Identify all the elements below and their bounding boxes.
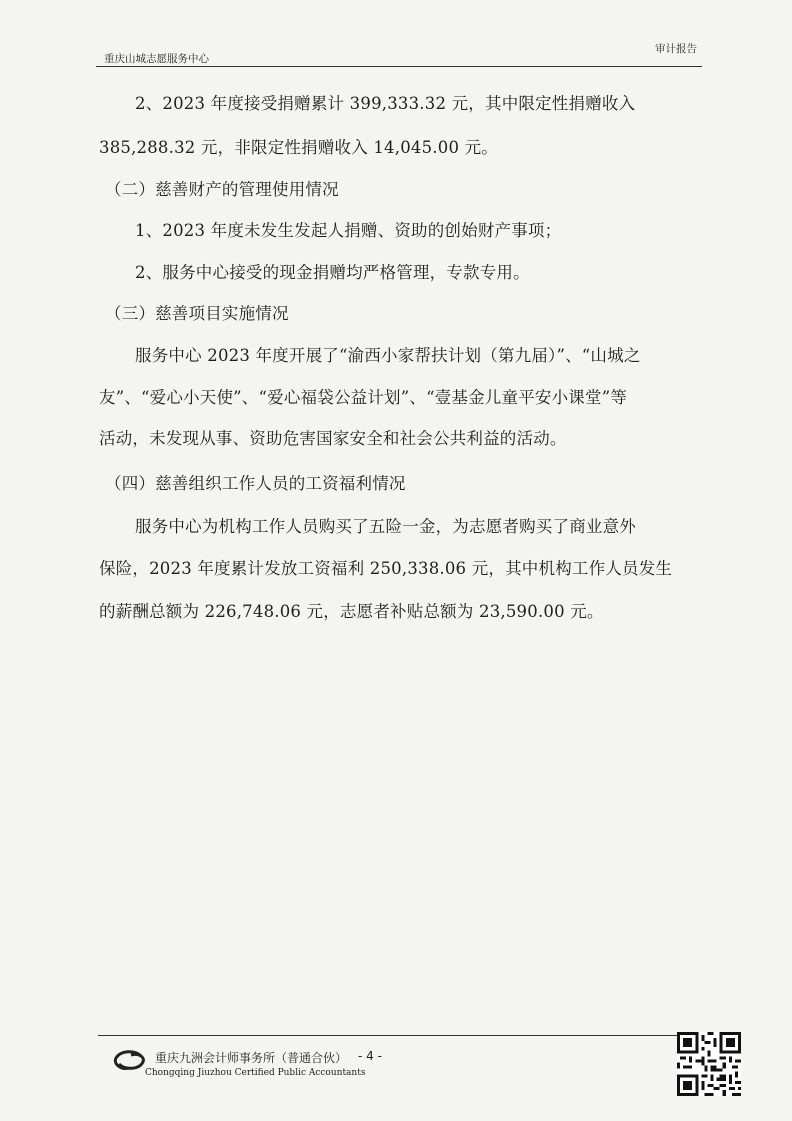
footer-divider xyxy=(98,1035,682,1036)
section-heading: （二）慈善财产的管理使用情况 xyxy=(105,180,339,199)
section-heading: （三）慈善项目实施情况 xyxy=(105,304,289,323)
page-number: - 4 - xyxy=(358,1049,382,1063)
paragraph-line: 保险，2023 年度累计发放工资福利 250,338.06 元，其中机构工作人员发生 xyxy=(99,559,673,578)
header-divider xyxy=(96,66,702,67)
header-org-name: 重庆山城志愿服务中心 xyxy=(104,53,209,65)
section-heading: （四）慈善组织工作人员的工资福利情况 xyxy=(105,474,406,493)
paragraph-line: 385,288.32 元，非限定性捐赠收入 14,045.00 元。 xyxy=(99,138,498,157)
paragraph-line: 友”、“爱心小天使”、“爱心福袋公益计划”、“壹基金儿童平安小课堂”等 xyxy=(99,388,628,407)
paragraph-line: 活动，未发现从事、资助危害国家安全和社会公共利益的活动。 xyxy=(99,429,567,448)
footer-firm-name-cn: 重庆九洲会计师事务所（普通合伙） xyxy=(155,1051,348,1065)
paragraph-line: 1、2023 年度未发生发起人捐赠、资助的创始财产事项； xyxy=(135,221,562,240)
paragraph-line: 服务中心 2023 年度开展了“渝西小家帮扶计划（第九届）”、“山城之 xyxy=(135,346,641,365)
qr-code-icon xyxy=(677,1032,741,1096)
paragraph-line: 2、2023 年度接受捐赠累计 399,333.32 元，其中限定性捐赠收入 xyxy=(135,94,636,113)
firm-logo-icon xyxy=(111,1050,147,1072)
paragraph-line: 2、服务中心接受的现金捐赠均严格管理，专款专用。 xyxy=(135,263,530,282)
paragraph-line: 服务中心为机构工作人员购买了五险一金，为志愿者购买了商业意外 xyxy=(135,517,636,536)
header-report-type: 审计报告 xyxy=(655,43,697,55)
footer-firm-name-en: Chongqing Jiuzhou Certified Public Accountants xyxy=(145,1068,366,1078)
paragraph-line: 的薪酬总额为 226,748.06 元，志愿者补贴总额为 23,590.00 元。 xyxy=(99,602,604,621)
